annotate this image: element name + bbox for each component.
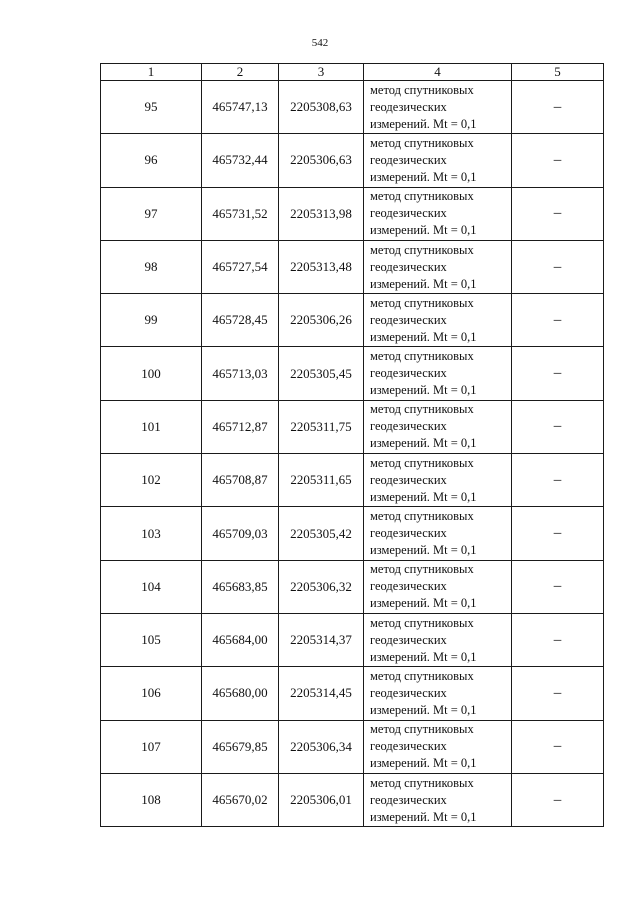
- method-cell: [364, 240, 512, 293]
- point-number: 103: [101, 507, 202, 560]
- method-cell: [364, 560, 512, 613]
- method-cell: [364, 187, 512, 240]
- coordinate-x: 465708,87: [202, 454, 279, 507]
- method-line: измерений. Mt = 0,1: [370, 649, 477, 664]
- method-line: измерений. Mt = 0,1: [370, 329, 477, 344]
- coordinate-x: 465727,54: [202, 240, 279, 293]
- table-row: [101, 294, 604, 347]
- method-line: метод спутниковых: [370, 82, 474, 97]
- table-row: [101, 400, 604, 453]
- point-number: 107: [101, 720, 202, 773]
- coordinate-y: 2205306,32: [279, 560, 364, 613]
- header-col-1: 1: [101, 64, 202, 81]
- method-cell: [364, 400, 512, 453]
- point-number: 108: [101, 773, 202, 826]
- note-cell: –: [512, 240, 604, 293]
- method-cell: [364, 720, 512, 773]
- note-cell: –: [512, 134, 604, 187]
- method-line: геодезических: [370, 206, 447, 221]
- method-cell: [364, 507, 512, 560]
- method-line: геодезических: [370, 579, 447, 594]
- table-row: [101, 347, 604, 400]
- method-line: геодезических: [370, 366, 447, 381]
- method-line: измерений. Mt = 0,1: [370, 116, 477, 131]
- coordinate-x: 465712,87: [202, 400, 279, 453]
- table-row: [101, 134, 604, 187]
- method-line: измерений. Mt = 0,1: [370, 756, 477, 771]
- table-row: [101, 613, 604, 666]
- method-line: геодезических: [370, 312, 447, 327]
- method-line: метод спутниковых: [370, 135, 474, 150]
- method-line: метод спутниковых: [370, 509, 474, 524]
- note-cell: –: [512, 454, 604, 507]
- method-line: измерений. Mt = 0,1: [370, 596, 477, 611]
- method-cell: [364, 134, 512, 187]
- method-line: геодезических: [370, 632, 447, 647]
- coordinate-x: 465680,00: [202, 667, 279, 720]
- method-line: измерений. Mt = 0,1: [370, 702, 477, 717]
- method-line: измерений. Mt = 0,1: [370, 543, 477, 558]
- note-cell: –: [512, 613, 604, 666]
- method-line: измерений. Mt = 0,1: [370, 223, 477, 238]
- method-line: геодезических: [370, 152, 447, 167]
- point-number: 95: [101, 81, 202, 134]
- method-line: измерений. Mt = 0,1: [370, 489, 477, 504]
- method-line: геодезических: [370, 419, 447, 434]
- note-cell: –: [512, 81, 604, 134]
- method-line: геодезических: [370, 259, 447, 274]
- method-line: геодезических: [370, 685, 447, 700]
- method-cell: [364, 81, 512, 134]
- table-row: [101, 720, 604, 773]
- method-line: геодезических: [370, 526, 447, 541]
- point-number: 96: [101, 134, 202, 187]
- coordinate-y: 2205313,48: [279, 240, 364, 293]
- table-row: [101, 667, 604, 720]
- method-line: геодезических: [370, 792, 447, 807]
- table-row: [101, 240, 604, 293]
- table-row: [101, 560, 604, 613]
- method-line: метод спутниковых: [370, 349, 474, 364]
- method-line: метод спутниковых: [370, 722, 474, 737]
- coordinate-y: 2205306,63: [279, 134, 364, 187]
- coordinate-y: 2205313,98: [279, 187, 364, 240]
- coordinate-y: 2205314,37: [279, 613, 364, 666]
- method-line: измерений. Mt = 0,1: [370, 436, 477, 451]
- method-line: измерений. Mt = 0,1: [370, 276, 477, 291]
- coordinate-x: 465732,44: [202, 134, 279, 187]
- point-number: 101: [101, 400, 202, 453]
- header-col-2: 2: [202, 64, 279, 81]
- note-cell: –: [512, 187, 604, 240]
- method-line: измерений. Mt = 0,1: [370, 809, 477, 824]
- coordinate-y: 2205305,42: [279, 507, 364, 560]
- method-line: метод спутниковых: [370, 402, 474, 417]
- point-number: 97: [101, 187, 202, 240]
- header-col-5: 5: [512, 64, 604, 81]
- coordinate-x: 465728,45: [202, 294, 279, 347]
- coordinate-x: 465747,13: [202, 81, 279, 134]
- note-cell: –: [512, 294, 604, 347]
- header-col-4: 4: [364, 64, 512, 81]
- header-row: [101, 64, 604, 81]
- coordinate-y: 2205308,63: [279, 81, 364, 134]
- method-cell: [364, 773, 512, 826]
- point-number: 106: [101, 667, 202, 720]
- table-row: [101, 507, 604, 560]
- note-cell: –: [512, 773, 604, 826]
- coordinate-y: 2205311,65: [279, 454, 364, 507]
- page-number: 542: [311, 37, 329, 49]
- coordinate-x: 465670,02: [202, 773, 279, 826]
- coordinate-y: 2205306,26: [279, 294, 364, 347]
- method-line: метод спутниковых: [370, 668, 474, 683]
- point-number: 100: [101, 347, 202, 400]
- note-cell: –: [512, 720, 604, 773]
- method-line: геодезических: [370, 739, 447, 754]
- note-cell: –: [512, 667, 604, 720]
- table-header: [101, 64, 604, 81]
- coordinate-x: 465713,03: [202, 347, 279, 400]
- table-row: [101, 773, 604, 826]
- coordinate-x: 465684,00: [202, 613, 279, 666]
- point-number: 104: [101, 560, 202, 613]
- method-cell: [364, 613, 512, 666]
- header-col-3: 3: [279, 64, 364, 81]
- method-line: метод спутниковых: [370, 455, 474, 470]
- table-row: [101, 187, 604, 240]
- method-cell: [364, 347, 512, 400]
- method-cell: [364, 667, 512, 720]
- coordinate-y: 2205311,75: [279, 400, 364, 453]
- point-number: 102: [101, 454, 202, 507]
- method-line: геодезических: [370, 472, 447, 487]
- method-line: измерений. Mt = 0,1: [370, 383, 477, 398]
- method-line: метод спутниковых: [370, 615, 474, 630]
- coordinate-x: 465709,03: [202, 507, 279, 560]
- coordinates-table: [100, 63, 604, 827]
- coordinate-y: 2205306,01: [279, 773, 364, 826]
- table-row: [101, 454, 604, 507]
- method-cell: [364, 294, 512, 347]
- method-line: метод спутниковых: [370, 562, 474, 577]
- note-cell: –: [512, 560, 604, 613]
- note-cell: –: [512, 507, 604, 560]
- coordinate-x: 465679,85: [202, 720, 279, 773]
- method-line: метод спутниковых: [370, 189, 474, 204]
- method-line: геодезических: [370, 99, 447, 114]
- note-cell: –: [512, 400, 604, 453]
- point-number: 105: [101, 613, 202, 666]
- coordinate-x: 465731,52: [202, 187, 279, 240]
- table-row: [101, 81, 604, 134]
- point-number: 99: [101, 294, 202, 347]
- method-line: метод спутниковых: [370, 295, 474, 310]
- method-line: измерений. Mt = 0,1: [370, 169, 477, 184]
- coordinate-y: 2205305,45: [279, 347, 364, 400]
- table-body: [101, 81, 604, 827]
- coordinate-y: 2205314,45: [279, 667, 364, 720]
- method-cell: [364, 454, 512, 507]
- coordinate-x: 465683,85: [202, 560, 279, 613]
- coordinate-y: 2205306,34: [279, 720, 364, 773]
- method-line: метод спутниковых: [370, 775, 474, 790]
- method-line: метод спутниковых: [370, 242, 474, 257]
- point-number: 98: [101, 240, 202, 293]
- note-cell: –: [512, 347, 604, 400]
